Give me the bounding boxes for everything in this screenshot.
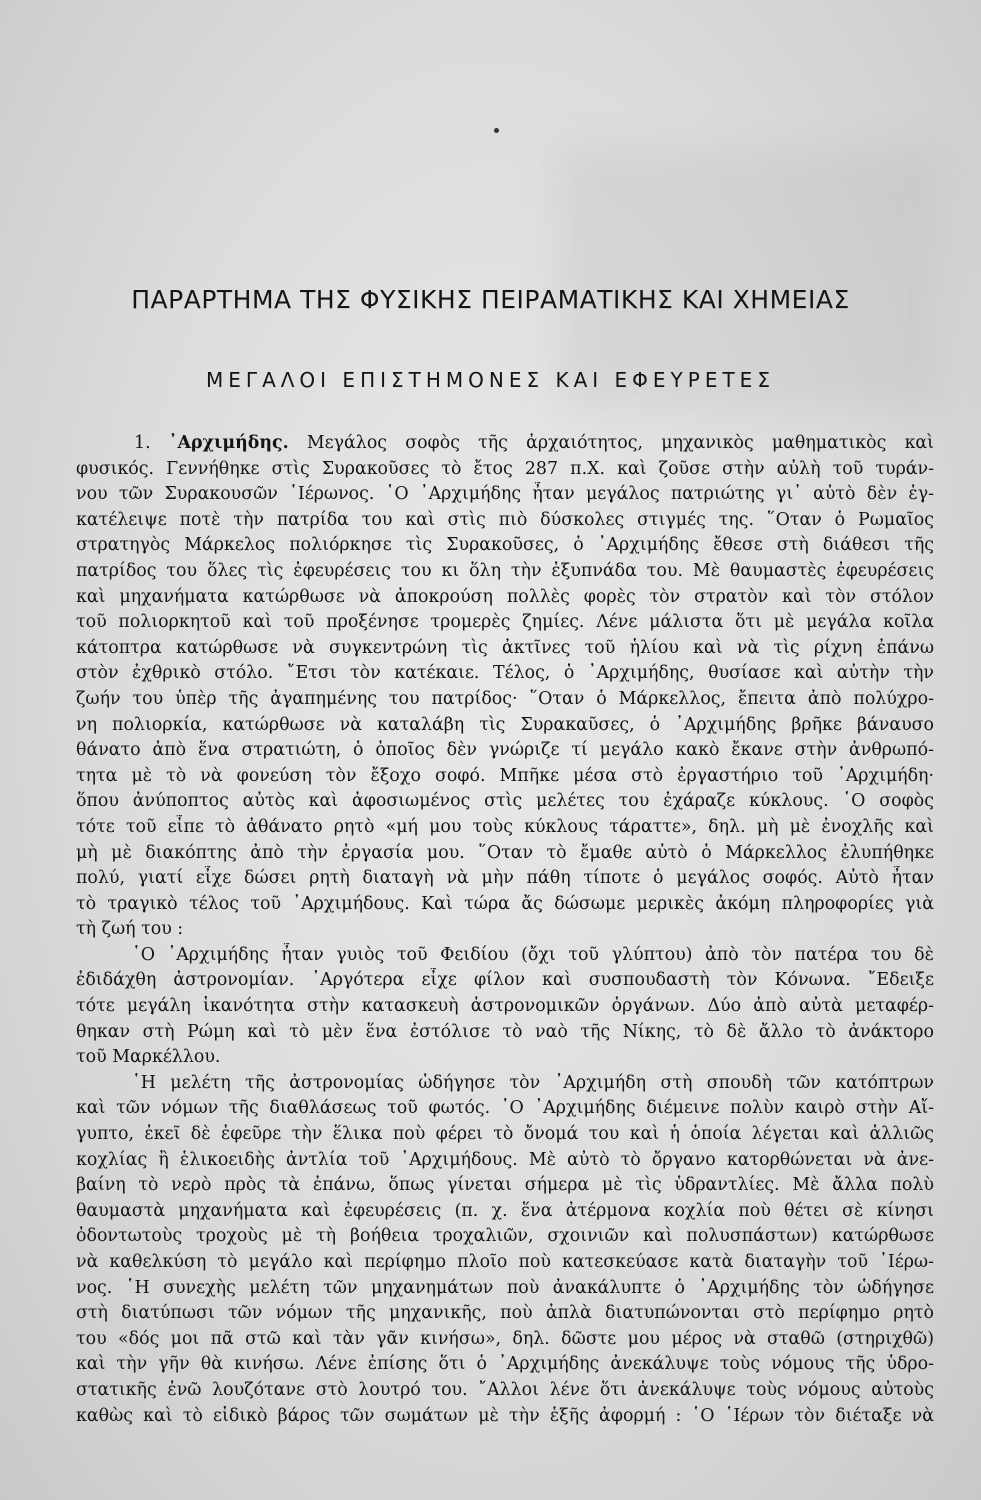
paragraph-line: τότε μεγάλη ἱκανότητα στὴν κατασκευὴ ἀστρονομικῶν ὀργάνων. Δύο ἀπὸ αὐτὰ μεταφέρ- <box>76 996 934 1017</box>
paragraph-line: βαίνη τὸ νερὸ πρὸς τὰ ἐπάνω, ὅπως γίνεται σήμερα μὲ τὶς ὑδραντλίες. Μὲ ἄλλα πολὺ <box>76 1175 934 1196</box>
paragraph-line: γυπτο, ἐκεῖ δὲ ἐφεῦρε τὴν ἕλικα ποὺ φέρει τὸ ὄνομά του καὶ ἡ ὁποία λέγεται καὶ ἀλλιῶς <box>76 1124 934 1145</box>
text-line: καὶ μηχανήματα κατώρθωσε νὰ ἀποκρούση πολλὲς φορὲς τὸν στρατὸν καὶ τὸν στόλον <box>76 586 934 607</box>
paragraph-line: καθὼς καὶ τὸ εἰδικὸ βάρος τῶν σωμάτων μὲ τὴν ἑξῆς ἀφορμή : ῾Ο ῾Ιέρων τὸν διέταξε νὰ <box>76 1405 934 1426</box>
entry-first-line-text: Μεγάλος σοφὸς τῆς ἀρχαιότητος, μηχανικὸς μαθηματικὸς καὶ <box>306 433 934 453</box>
text-line: τητα μὲ τὸ νὰ φονεύση τὸν ἔξοχο σοφό. Μπῆκε μέσα στὸ ἐργαστήριο τοῦ ᾽Αρχιμήδη· <box>76 765 934 786</box>
text-line: νη πολιορκία, κατώρθωσε νὰ καταλάβη τὶς Συρακαῦσες, ὁ ᾽Αρχιμήδης βρῆκε βάναυσο <box>76 714 934 735</box>
paragraph-line: καὶ τὴν γῆν θὰ κινήσω. Λένε ἐπίσης ὅτι ὁ ᾽Αρχιμήδης ἀνεκάλυψε τοὺς νόμους τῆς ὑδρο- <box>76 1354 934 1375</box>
ink-speck <box>494 128 499 133</box>
paragraph-line: νὰ καθελκύση τὸ μεγάλο καὶ περίφημο πλοῖο ποὺ κατεσκεύασε κατὰ διαταγὴν τοῦ ῾Ιέρω- <box>76 1252 934 1272</box>
paragraph-line: ῾Η μελέτη τῆς ἀστρονομίας ὡδήγησε τὸν ᾽Αρχιμήδη στὴ σπουδὴ τῶν κατόπτρων <box>132 1072 934 1093</box>
text-line: ζωήν του ὑπὲρ τῆς ἀγαπημένης του πατρίδος· ῞Οταν ὁ Μάρκελλος, ἔπειτα ἀπὸ πολύχρο- <box>76 688 934 709</box>
paragraph-line: στὴ διατύπωσι τῶν νόμων τῆς μηχανικῆς, ποὺ ἁπλὰ διατυπώνονται στὸ περίφημο ρητὸ <box>76 1303 934 1324</box>
entry-first-line <box>76 431 934 457</box>
appendix-title: ΠΑΡΑΡΤΗΜΑ ΤΗΣ ΦΥΣΙΚΗΣ ΠΕΙΡΑΜΑΤΙΚΗΣ ΚΑΙ ΧΗΜΕΙΑΣ <box>131 285 850 314</box>
paragraph-line: ἐδιδάχθη ἀστρονομίαν. ᾽Αργότερα εἶχε φίλον καὶ συσπουδαστὴ τὸν Κόνωνα. ῎Εδειξε <box>76 970 934 991</box>
paragraph-line: θηκαν στὴ Ρώμη καὶ τὸ μὲν ἕνα ἐστόλισε τὸ ναὸ τῆς Νίκης, τὸ δὲ ἄλλο τὸ ἀνάκτορο <box>76 1021 934 1042</box>
entry-number: 1. <box>134 433 151 453</box>
paragraph-line: ῾Ο ᾽Αρχιμήδης ἦταν γυιὸς τοῦ Φειδίου (ὄχι τοῦ γλύπτου) ἀπὸ τὸν πατέρα του δὲ <box>132 944 934 965</box>
text-line: φυσικός. Γεννήθηκε στὶς Συρακοῦσες τὸ ἔτος 287 π.Χ. καὶ ζοῦσε στὴν αὐλὴ τοῦ τυράν- <box>76 458 934 479</box>
text-line: νου τῶν Συρακουσῶν ῾Ιέρωνος. ῾Ο ᾽Αρχιμήδης ἦταν μεγάλος πατριώτης γι᾽ αὐτὸ δὲν ἐγ- <box>76 484 934 505</box>
text-line: στρατηγὸς Μάρκελος πολιόρκησε τὶς Συρακοῦσες, ὁ ᾽Αρχιμήδης ἔθεσε στὴ διάθεσι τῆς <box>76 535 934 556</box>
paragraph-line: του «δός μοι πᾶ στῶ καὶ τὰν γᾶν κινήσω», δηλ. δῶστε μου μέρος νὰ σταθῶ (στηριχθῶ) <box>76 1328 934 1349</box>
paragraph-line: τοῦ Μαρκέλλου. <box>76 1047 221 1068</box>
entry-heading: ᾽Αρχιμήδης. <box>168 433 289 453</box>
paragraph-line: νος. ῾Η συνεχὴς μελέτη τῶν μηχανημάτων ποὺ ἀνακάλυπτε ὁ ᾽Αρχιμήδης τὸν ὡδήγησε <box>76 1277 934 1298</box>
article-body <box>76 431 934 1429</box>
text-line: θάνατο ἀπὸ ἕνα στρατιώτη, ὁ ὁποῖος δὲν γνώριζε τί μεγάλο κακὸ ἔκανε στὴν ἀνθρωπό- <box>76 740 934 761</box>
text-line: κάτοπτρα κατώρθωσε νὰ συγκεντρώνη τὶς ἀκτῖνες τοῦ ἡλίου καὶ νὰ τὶς ρίχνη ἐπάνω <box>76 637 934 658</box>
paragraph-line: καὶ τῶν νόμων τῆς διαθλάσεως τοῦ φωτός. ῾Ο ᾽Αρχιμήδης διέμεινε πολὺν καιρὸ στὴν Αἴ- <box>76 1098 934 1119</box>
text-line: στὸν ἐχθρικὸ στόλο. ῎Ετσι τὸν κατέκαιε. Τέλος, ὁ ᾽Αρχιμήδης, θυσίασε καὶ αὐτὴν τὴν <box>76 663 934 684</box>
text-line: κατέλειψε ποτὲ τὴν πατρίδα του καὶ στὶς πιὸ δύσκολες στιγμές της. ῞Οταν ὁ Ρωμαῖος <box>76 509 934 530</box>
section-subtitle: ΜΕΓΑΛΟΙ ΕΠΙΣΤΗΜΟΝΕΣ ΚΑΙ ΕΦΕΥΡΕΤΕΣ <box>206 368 775 392</box>
text-line: πατρίδος του ὅλες τὶς ἐφευρέσεις του κι ὅλη τὴν ἐξυπνάδα του. Μὲ θαυμαστὲς ἐφευρέσεις <box>76 560 934 581</box>
text-line: μὴ μὲ διακόπτης ἀπὸ τὴν ἐργασία μου. ῞Οταν τὸ ἔμαθε αὐτὸ ὁ Μάρκελλος ἐλυπήθηκε <box>76 842 934 863</box>
paragraph-line: κοχλίας ἢ ἑλικοειδὴς ἀντλία τοῦ ᾽Αρχιμήδους. Μὲ αὐτὸ τὸ ὄργανο κατορθώνεται νὰ ἀνε- <box>76 1149 934 1170</box>
paragraph-line: θαυμαστὰ μηχανήματα καὶ ἐφευρέσεις (π. χ. ἕνα ἀτέρμονα κοχλία ποὺ θέτει σὲ κίνησι <box>76 1200 934 1221</box>
text-line: τοῦ πολιορκητοῦ καὶ τοῦ προξένησε τρομερὲς ζημίες. Λένε μάλιστα ὅτι μὲ μεγάλα κοῖλα <box>76 612 934 633</box>
paragraph-line: στατικῆς ἐνῶ λουζότανε στὸ λουτρό του. ῎Αλλοι λένε ὅτι ἀνεκάλυψε τοὺς νόμους αὐτοὺς <box>76 1379 934 1400</box>
text-line: ὅπου ἀνύποπτος αὐτὸς καὶ ἀφοσιωμένος στὶς μελέτες του ἐχάραζε κύκλους. ῾Ο σοφὸς <box>76 791 934 812</box>
paragraph-line: ὀδοντωτοὺς τροχοὺς μὲ τὴ βοήθεια τροχαλιῶν, σχοινιῶν καὶ πολυσπάστων) κατώρθωσε <box>76 1226 934 1247</box>
text-line: πολύ, γιατί εἶχε δώσει ρητὴ διαταγὴ νὰ μὴν πάθη τίποτε ὁ μεγάλος σοφός. Αὐτὸ ἦταν <box>76 868 934 889</box>
text-line: τὸ τραγικὸ τέλος τοῦ ᾽Αρχιμήδους. Καὶ τώρα ἄς δώσωμε μερικὲς ἀκόμη πληροφορίες γιὰ <box>76 893 934 914</box>
text-line: τὴ ζωή του : <box>76 919 184 940</box>
text-line: τότε τοῦ εἶπε τὸ ἀθάνατο ρητὸ «μή μου τοὺς κύκλους τάραττε», δηλ. μὴ μὲ ἐνοχλῆς καὶ <box>76 816 934 837</box>
